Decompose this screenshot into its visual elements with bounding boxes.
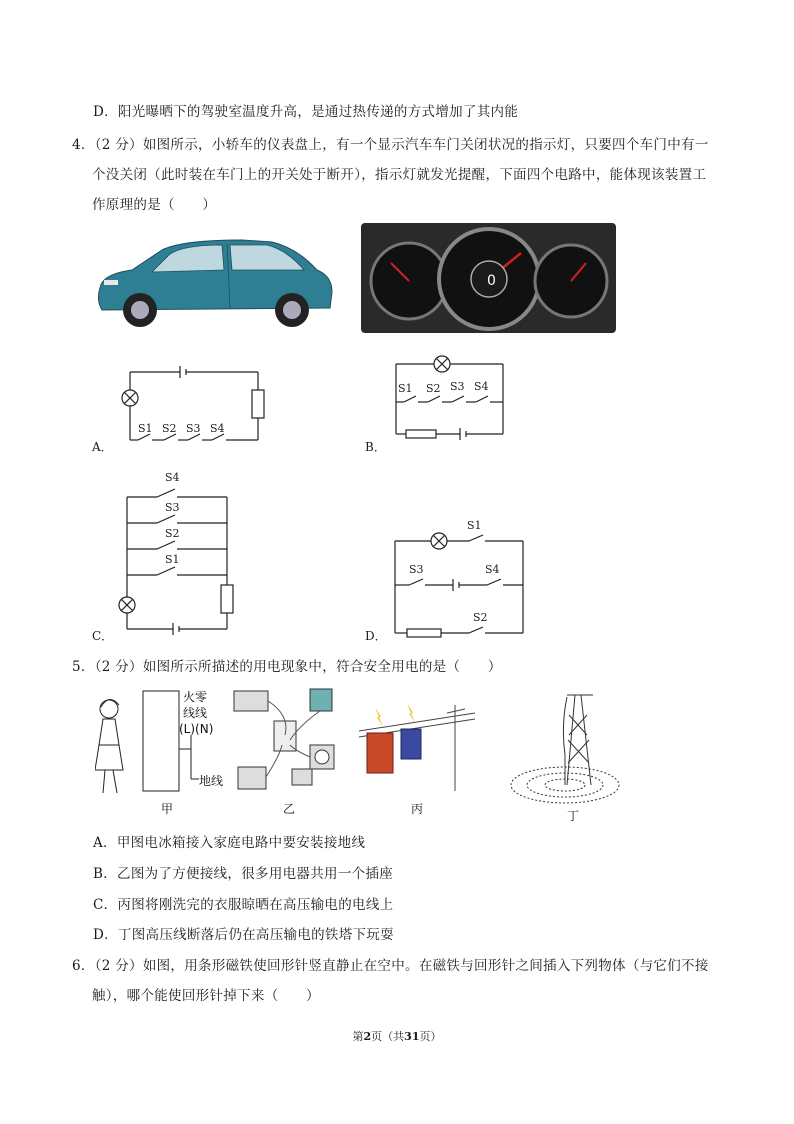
c-s1: S1 [165,553,180,566]
jia-caption: 甲 [161,802,174,816]
c-s4: S4 [165,471,180,484]
d-s3: S3 [409,563,424,576]
bing-caption: 丙 [411,802,424,816]
jia-ln: (L)(N) [179,722,214,736]
q4-stem-line2: 个没关闭（此时装在车门上的开关处于断开），指示灯就发光提醒，下面四个电路中，能体现该装置工 [92,167,707,183]
footer-total-pages: 31 [404,1030,420,1043]
q4-option-d-label: D． [365,629,387,643]
a-s2: S2 [162,422,177,435]
a-s3: S3 [186,422,201,435]
c-s3: S3 [165,501,180,514]
circuit-a [118,360,268,450]
circuit-b [388,348,513,448]
jia-xian: 线线 [183,706,208,720]
q6-stem-line1: 6．（2 分）如图，用条形磁铁使回形针竖直静止在空中。在磁铁与回形针之间插入下列物体（与它们不接 [72,958,709,974]
dashboard-image [361,223,616,333]
b-s2: S2 [426,382,441,395]
b-s3: S3 [450,380,465,393]
q5-option-b: B．乙图为了方便接线，很多用电器共用一个插座 [93,866,394,882]
d-s4: S4 [485,563,500,576]
q3-option-d: D．阳光曝晒下的驾驶室温度升高，是通过热传递的方式增加了其内能 [93,104,519,120]
b-s1: S1 [398,382,413,395]
d-s2: S2 [473,611,488,624]
q4-option-b-label: B． [365,440,386,454]
footer-mid: 页（共 [371,1030,405,1043]
svg-text:0: 0 [487,273,496,289]
footer-pre: 第 [352,1030,364,1043]
q5-option-d: D．丁图高压线断落后仍在高压输电的铁塔下玩耍 [93,927,394,943]
q5-option-a: A．甲图电冰箱接入家庭电路中要安装接地线 [93,835,366,851]
q6-stem-line2: 触），哪个能使回形针掉下来（ ） [92,988,320,1004]
b-s4: S4 [474,380,489,393]
car-image [92,230,337,330]
figure-ding [505,685,640,825]
q4-stem-line3: 作原理的是（ ） [92,197,217,213]
figure-yi [230,685,350,820]
figure-jia [95,685,235,820]
ding-caption: 丁 [567,809,580,823]
q5-stem: 5．（2 分）如图所示所描述的用电现象中，符合安全用电的是（ ） [72,659,502,675]
q4-option-c-label: C． [92,629,114,643]
jia-di: 地线 [199,774,224,788]
circuit-d [385,515,530,640]
circuit-c [115,467,240,637]
a-s4: S4 [210,422,225,435]
q4-stem-line1: 4．（2 分）如图所示，小轿车的仪表盘上，有一个显示汽车车门关闭状况的指示灯，只要四个车门中有一 [72,137,709,153]
a-s1: S1 [138,422,153,435]
footer-post: 页） [419,1030,442,1043]
q5-option-c: C．丙图将刚洗完的衣服晾晒在高压输电的电线上 [93,897,394,913]
yi-caption: 乙 [283,802,296,816]
jia-huo: 火零 [183,690,208,704]
d-s1: S1 [467,519,482,532]
footer-page-number: 2 [363,1030,372,1043]
page-footer [0,1028,794,1044]
q4-option-a-label: A． [92,440,113,454]
figure-bing [355,685,485,820]
c-s2: S2 [165,527,180,540]
